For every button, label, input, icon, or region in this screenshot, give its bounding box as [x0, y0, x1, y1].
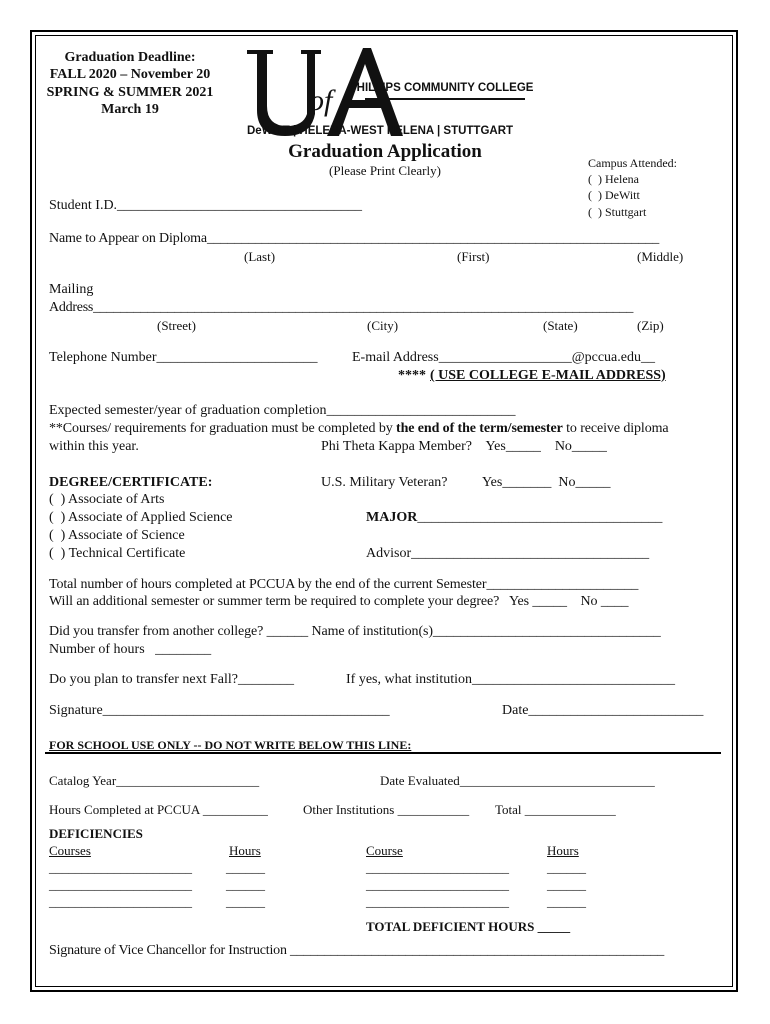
hours-column-header-2: Hours	[547, 843, 579, 858]
hours-column-header: Hours	[229, 843, 261, 858]
deficiencies-heading: DEFICIENCIES	[49, 826, 143, 841]
form-subtitle: (Please Print Clearly)	[329, 163, 441, 178]
deficient-hours-blank[interactable]: ______	[226, 877, 265, 892]
address-field[interactable]: Address________________________________________________________________________________	[49, 300, 634, 315]
courses-note: **Courses/ requirements for graduation must be completed by the end of the term/semester to receive diploma	[49, 421, 669, 436]
deficient-hours-blank[interactable]: ______	[547, 894, 586, 909]
phi-theta-kappa-field[interactable]: Phi Theta Kappa Member? Yes_____ No_____	[321, 439, 607, 454]
deficient-course-blank[interactable]: ______________________	[366, 860, 509, 875]
diploma-name-field[interactable]: Name to Appear on Diploma__________________________________________________________________	[49, 231, 660, 246]
degree-option-as[interactable]: ( ) Associate of Science	[49, 528, 185, 543]
deficient-hours-blank[interactable]: ______	[226, 894, 265, 909]
city-caption: (City)	[367, 318, 399, 333]
degree-option-aas[interactable]: ( ) Associate of Applied Science	[49, 510, 233, 525]
street-caption: (Street)	[157, 318, 196, 333]
email-field[interactable]: E-mail Address___________________@pccua.edu__	[352, 350, 655, 365]
deficient-course-blank[interactable]: ______________________	[366, 894, 509, 909]
telephone-field[interactable]: Telephone Number_______________________	[49, 350, 318, 365]
form-title: Graduation Application	[288, 141, 482, 162]
svg-text:of: of	[309, 84, 333, 117]
campus-label: Campus Attended:	[588, 156, 677, 170]
last-name-caption: (Last)	[244, 249, 276, 264]
date-field[interactable]: Date_________________________	[502, 703, 704, 718]
vice-chancellor-signature-field[interactable]: Signature of Vice Chancellor for Instruction _______________________________________________________	[49, 943, 665, 958]
deadline-heading: Graduation Deadline:	[64, 50, 196, 65]
advisor-field[interactable]: Advisor__________________________________	[366, 546, 650, 561]
degree-heading: DEGREE/CERTIFICATE:	[49, 475, 213, 490]
signature-field[interactable]: Signature_________________________________________	[49, 703, 390, 718]
within-year-text: within this year.	[49, 439, 139, 454]
divider-rule	[45, 752, 721, 754]
deficient-course-blank[interactable]: ______________________	[49, 860, 192, 875]
catalog-year-field[interactable]: Catalog Year______________________	[49, 773, 260, 788]
degree-option-aa[interactable]: ( ) Associate of Arts	[49, 492, 165, 507]
expected-graduation-field[interactable]: Expected semester/year of graduation completion___________________________	[49, 403, 516, 418]
if-yes-institution-field[interactable]: If yes, what institution_____________________________	[346, 672, 675, 687]
hours-completed-field[interactable]: Hours Completed at PCCUA __________	[49, 802, 268, 817]
deadline-spring: SPRING & SUMMER 2021	[46, 85, 214, 100]
deadline-spring-date: March 19	[101, 102, 159, 117]
deficient-hours-blank[interactable]: ______	[226, 860, 265, 875]
campus-option-stuttgart[interactable]: ( ) Stuttgart	[588, 205, 647, 219]
deficient-hours-blank[interactable]: ______	[547, 877, 586, 892]
deficient-hours-blank[interactable]: ______	[547, 860, 586, 875]
major-field[interactable]: MAJOR___________________________________	[366, 510, 663, 525]
deficient-course-blank[interactable]: ______________________	[49, 894, 192, 909]
transfer-field[interactable]: Did you transfer from another college? ______ Name of institution(s)_________________________________	[49, 624, 661, 639]
mailing-label: Mailing	[49, 282, 94, 297]
student-id-field[interactable]: Student I.D.___________________________________	[49, 198, 363, 213]
veteran-field[interactable]: U.S. Military Veteran? Yes_______ No_____	[321, 475, 611, 490]
campus-option-dewitt[interactable]: ( ) DeWitt	[588, 188, 640, 202]
courses-column-header: Courses	[49, 843, 91, 858]
campus-option-helena[interactable]: ( ) Helena	[588, 172, 639, 186]
additional-term-field[interactable]: Will an additional semester or summer term be required to complete your degree? Yes _____ No ____	[49, 594, 629, 609]
total-deficient-hours-field[interactable]: TOTAL DEFICIENT HOURS _____	[366, 919, 571, 934]
campus-list: DeWITT | HELENA-WEST HELENA | STUTTGART	[247, 125, 514, 137]
school-use-heading: FOR SCHOOL USE ONLY -- DO NOT WRITE BELOW THIS LINE:	[49, 738, 412, 752]
plan-transfer-field[interactable]: Do you plan to transfer next Fall?________	[49, 672, 294, 687]
email-note: ( USE COLLEGE E-MAIL ADDRESS)	[430, 368, 666, 383]
middle-name-caption: (Middle)	[637, 249, 684, 264]
course-column-header-2: Course	[366, 843, 403, 858]
number-of-hours-field[interactable]: Number of hours ________	[49, 642, 212, 657]
first-name-caption: (First)	[457, 249, 490, 264]
deficient-course-blank[interactable]: ______________________	[366, 877, 509, 892]
degree-option-tc[interactable]: ( ) Technical Certificate	[49, 546, 186, 561]
college-name: PHILLIPS COMMUNITY COLLEGE	[349, 82, 534, 94]
state-caption: (State)	[543, 318, 578, 333]
date-evaluated-field[interactable]: Date Evaluated______________________________	[380, 773, 655, 788]
deadline-fall: FALL 2020 – November 20	[49, 67, 211, 82]
deficient-course-blank[interactable]: ______________________	[49, 877, 192, 892]
total-hours-field[interactable]: Total number of hours completed at PCCUA by the end of the current Semester______________________	[49, 577, 639, 592]
other-institutions-field[interactable]: Other Institutions ___________	[303, 802, 470, 817]
email-note-stars: ****	[398, 368, 426, 383]
zip-caption: (Zip)	[637, 318, 664, 333]
total-field[interactable]: Total ______________	[495, 802, 616, 817]
